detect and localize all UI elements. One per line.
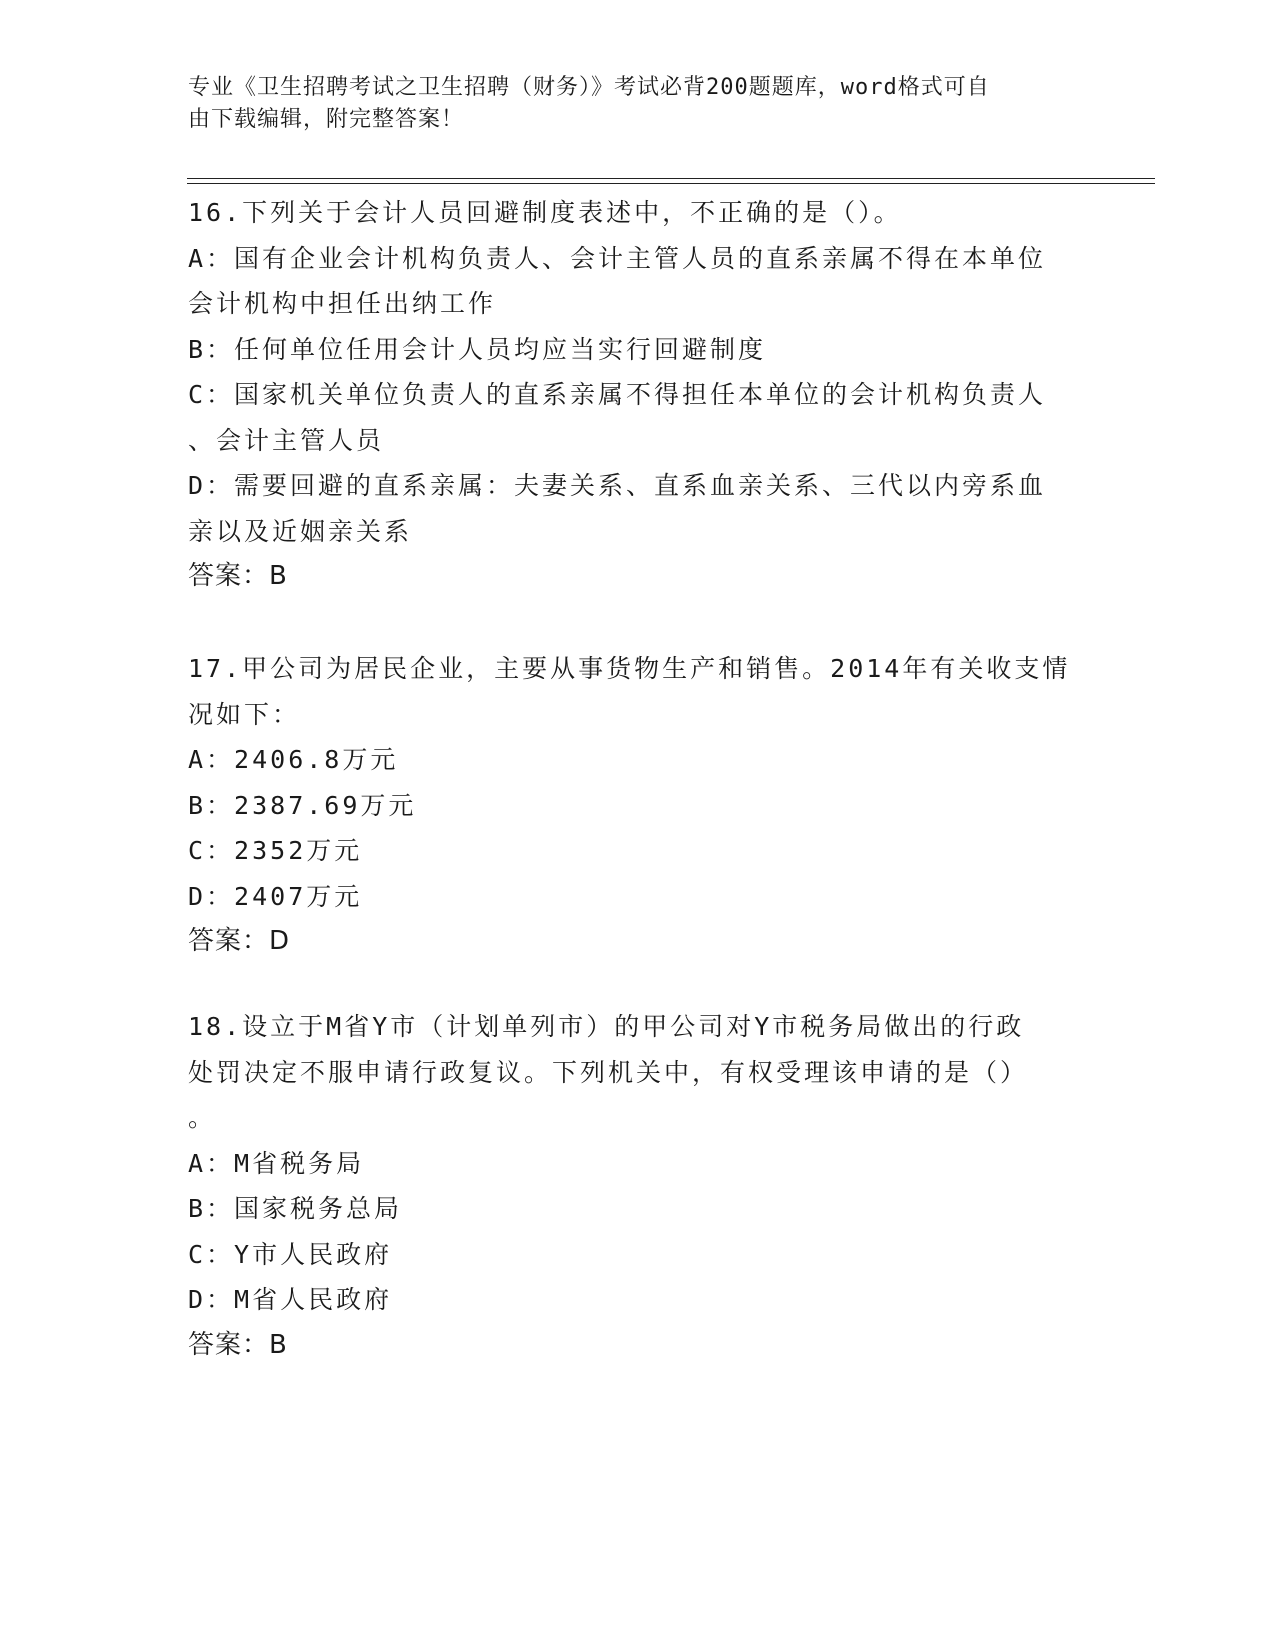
header-divider-bottom (187, 183, 1155, 184)
option-d-continued: 亲以及近姻亲关系 (188, 516, 413, 546)
question-16 (188, 190, 1088, 600)
option-a: A：国有企业会计机构负责人、会计主管人员的直系亲属不得在本单位 (188, 243, 1047, 273)
option-a: A：M省税务局 (188, 1148, 365, 1178)
question-stem-continued: 况如下： (188, 699, 301, 729)
header-divider-top (187, 178, 1155, 179)
option-a-continued: 会计机构中担任出纳工作 (188, 289, 497, 318)
header-title-line-2: 由下载编辑，附完整答案！ (188, 107, 465, 132)
question-stem-continued: 处罚决定不服申请行政复议。下列机关中，有权受理该申请的是（） (188, 1057, 1029, 1087)
answer: 答案：B (188, 1329, 288, 1360)
question-stem: 18.设立于M省Y市（计划单列市）的甲公司对Y市税务局做出的行政 (188, 1012, 1025, 1041)
question-17 (188, 646, 1088, 965)
question-stem-continued: 。 (188, 1103, 217, 1132)
option-a: A：2406.8万元 (188, 745, 399, 774)
header-title-line-1: 专业《卫生招聘考试之卫生招聘（财务）》考试必背200题题库，word格式可自 (188, 75, 990, 100)
answer: 答案：D (188, 926, 291, 956)
question-stem: 17.甲公司为居民企业，主要从事货物生产和销售。2014年有关收支情 (188, 654, 1071, 683)
question-stem: 16.下列关于会计人员回避制度表述中，不正确的是（）。 (188, 198, 902, 227)
option-c: C：国家机关单位负责人的直系亲属不得担任本单位的会计机构负责人 (188, 380, 1047, 409)
option-c: C：Y市人民政府 (188, 1239, 393, 1269)
option-d: D：需要回避的直系亲属：夫妻关系、直系血亲关系、三代以内旁系血 (188, 471, 1047, 500)
option-b: B：国家税务总局 (188, 1194, 403, 1223)
answer: 答案：B (188, 561, 288, 591)
question-18 (188, 1004, 1088, 1368)
option-c-continued: 、会计主管人员 (188, 425, 385, 455)
option-b: B：2387.69万元 (188, 790, 417, 820)
option-c: C：2352万元 (188, 836, 363, 865)
option-d: D：M省人民政府 (188, 1285, 393, 1314)
option-b: B：任何单位任用会计人员均应当实行回避制度 (188, 334, 767, 364)
document-header (188, 72, 1068, 136)
option-d: D：2407万元 (188, 881, 363, 911)
